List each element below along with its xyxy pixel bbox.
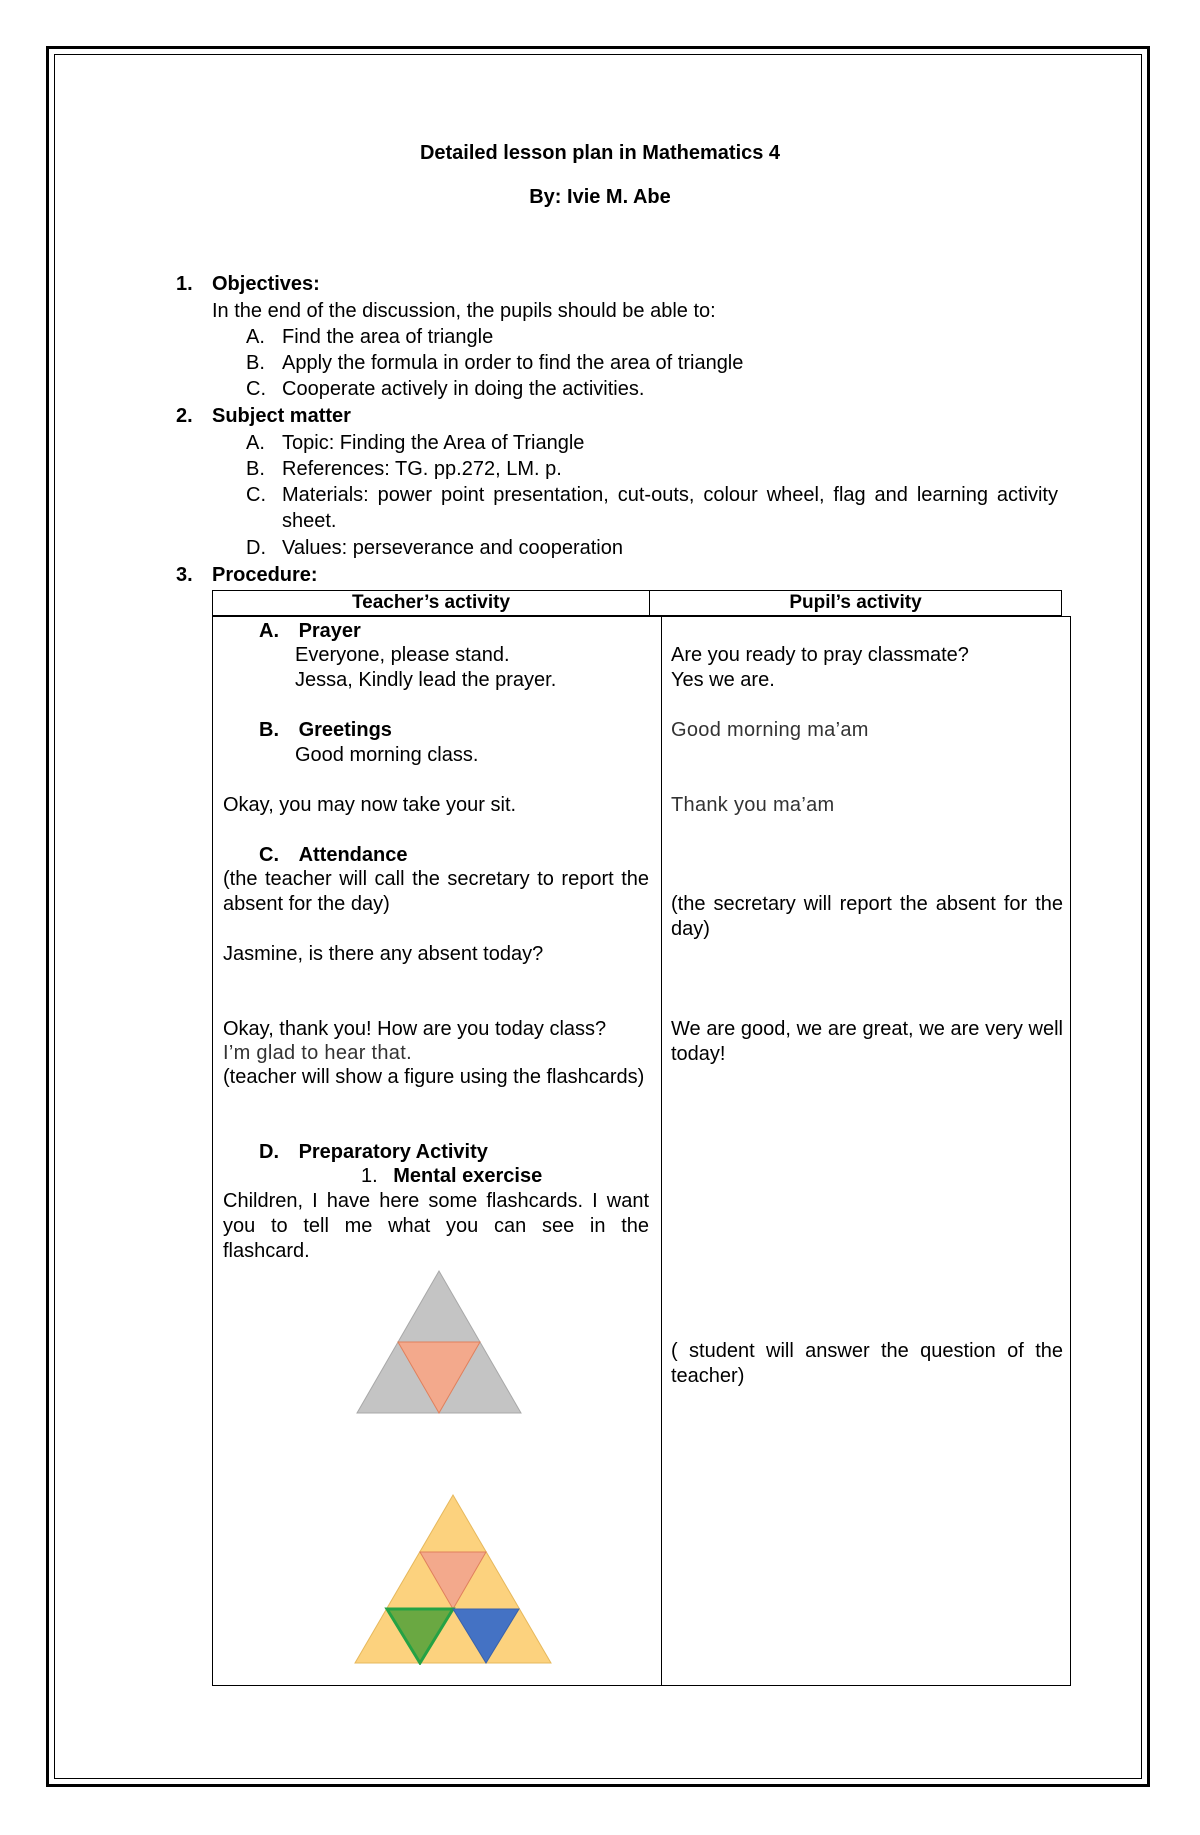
objectives-heading <box>176 271 320 297</box>
item-letter: A. <box>246 432 265 454</box>
item-text: Topic: Finding the Area of Triangle <box>282 432 585 454</box>
item-letter: B. <box>246 458 265 480</box>
prayer-title: Prayer <box>298 620 361 642</box>
pupil-pray-answer: Yes we are. <box>671 669 775 691</box>
subject-item <box>246 482 1058 534</box>
flashcard-colored-triangle <box>353 1493 553 1665</box>
prayer-line-1: Everyone, please stand. <box>295 644 510 666</box>
item-text: Values: perseverance and cooperation <box>282 537 623 559</box>
item-text: Apply the formula in order to find the area of triangle <box>282 352 744 374</box>
procedure-table-body <box>212 616 1071 1686</box>
item-letter: B. <box>246 352 265 374</box>
section-number: 2. <box>176 405 193 427</box>
objective-item <box>246 324 1058 350</box>
objective-item <box>246 350 1058 376</box>
attendance-question: Jasmine, is there any absent today? <box>223 943 544 965</box>
prayer-letter: A. <box>259 620 279 642</box>
pupil-thanks: Thank you ma’am <box>671 794 835 816</box>
subject-item <box>246 535 1058 561</box>
objectives-intro: In the end of the discussion, the pupils should be able to: <box>212 300 716 322</box>
glad-line: I’m glad to hear that. <box>223 1042 412 1064</box>
document-author: By: Ivie M. Abe <box>529 186 671 208</box>
column-divider <box>661 617 662 1685</box>
section-heading: Subject matter <box>212 405 351 427</box>
mental-exercise-heading <box>361 1164 542 1189</box>
attendance-title: Attendance <box>298 844 408 866</box>
mental-number: 1. <box>361 1165 378 1187</box>
teacher-column-header: Teacher’s activity <box>212 590 650 616</box>
pupil-good-response: We are good, we are great, we are very well today! <box>671 1018 1063 1065</box>
pupil-answer-note: ( student will answer the question of the teacher) <box>671 1340 1063 1387</box>
greetings-line: Good morning class. <box>295 744 479 766</box>
item-text: Materials: power point presentation, cut-outs, colour wheel, flag and learning activity sheet. <box>282 484 1058 532</box>
section-heading: Objectives: <box>212 273 320 295</box>
pupil-column-header: Pupil’s activity <box>649 590 1062 616</box>
greetings-heading <box>259 718 392 743</box>
item-text: Cooperate actively in doing the activities. <box>282 378 645 400</box>
item-letter: C. <box>246 484 266 506</box>
procedure-table <box>212 590 1071 1686</box>
item-letter: D. <box>246 537 266 559</box>
pupil-greeting: Good morning ma’am <box>671 719 869 741</box>
item-text: Find the area of triangle <box>282 326 494 348</box>
take-sit-line: Okay, you may now take your sit. <box>223 794 517 816</box>
subject-item <box>246 456 1058 482</box>
section-heading: Procedure: <box>212 564 318 586</box>
item-letter: A. <box>246 326 265 348</box>
greetings-letter: B. <box>259 719 279 741</box>
attendance-note: (the teacher will call the secretary to report the absent for the day) <box>223 868 649 915</box>
preparatory-letter: D. <box>259 1141 279 1163</box>
prayer-line-2: Jessa, Kindly lead the prayer. <box>295 669 557 691</box>
show-figure-note: (teacher will show a figure using the flashcards) <box>223 1066 645 1088</box>
pupil-pray-question: Are you ready to pray classmate? <box>671 644 969 666</box>
subject-matter-heading <box>176 403 351 429</box>
objective-item <box>246 376 1058 402</box>
item-letter: C. <box>246 378 266 400</box>
section-number: 1. <box>176 273 193 295</box>
greetings-title: Greetings <box>298 719 392 741</box>
how-are-you-line: Okay, thank you! How are you today class? <box>223 1018 607 1040</box>
pupil-secretary-note: (the secretary will report the absent for the day) <box>671 893 1063 940</box>
subject-item <box>246 430 1058 456</box>
flashcard-gray-triangle <box>355 1269 523 1415</box>
preparatory-title: Preparatory Activity <box>298 1141 488 1163</box>
item-text: References: TG. pp.272, LM. p. <box>282 458 562 480</box>
section-number: 3. <box>176 564 193 586</box>
flashcard-instruction: Children, I have here some flashcards. I want you to tell me what you can see in the flashcard. <box>223 1190 649 1262</box>
document-title: Detailed lesson plan in Mathematics 4 <box>419 142 781 164</box>
prayer-heading <box>259 619 361 644</box>
mental-title: Mental exercise <box>393 1165 543 1187</box>
procedure-heading <box>176 562 318 588</box>
attendance-heading <box>259 843 407 868</box>
attendance-letter: C. <box>259 844 279 866</box>
preparatory-heading <box>259 1140 488 1165</box>
